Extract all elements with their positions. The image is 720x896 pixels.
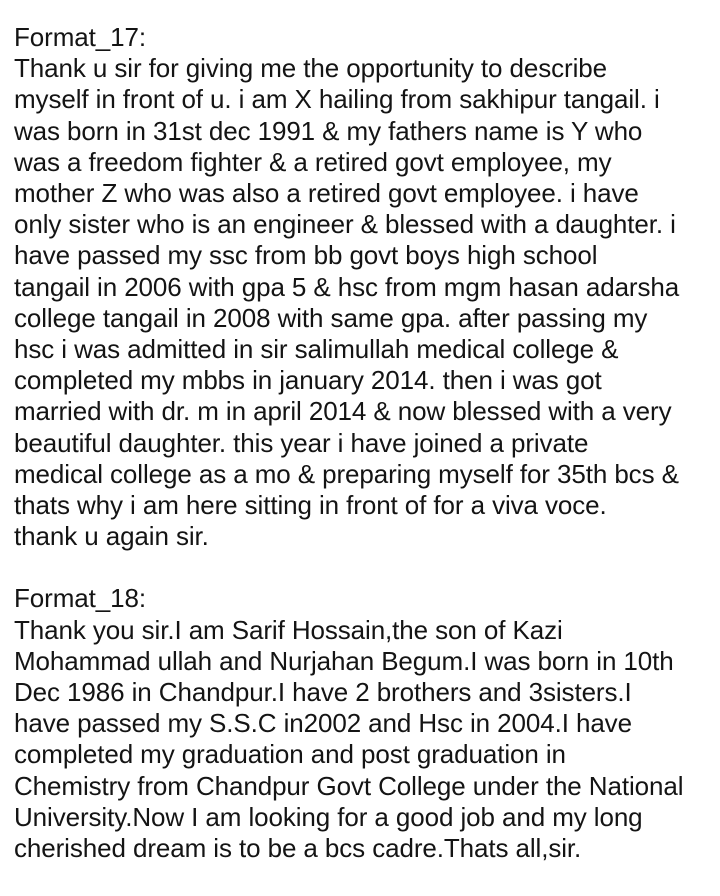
text-line: mother Z who was also a retired govt employee. i have: [14, 178, 639, 209]
text-line: completed my graduation and post graduation in: [14, 739, 566, 770]
text-line: only sister who is an engineer & blessed with a daughter. i: [14, 209, 676, 240]
text-line: Thank u sir for giving me the opportunity to describe: [14, 53, 608, 84]
text-line: Thank you sir.I am Sarif Hossain,the son of Kazi: [14, 614, 563, 645]
text-line: thats why i am here sitting in front of for a viva voce.: [14, 490, 607, 521]
text-line: have passed my ssc from bb govt boys high school: [14, 240, 598, 271]
text-line: myself in front of u. i am X hailing from sakhipur tangail. i: [14, 84, 660, 115]
format-18-heading: Format_18:: [14, 583, 146, 614]
text-line: was born in 31st dec 1991 & my fathers name is Y who: [14, 115, 643, 146]
text-line: completed my mbbs in january 2014. then i was got: [14, 365, 602, 396]
format-17-heading: Format_17:: [14, 22, 146, 52]
text-line: beautiful daughter. this year i have joined a private: [14, 427, 589, 458]
text-line: Chemistry from Chandpur Govt College under the National: [14, 770, 684, 801]
text-line: medical college as a mo & preparing myself for 35th bcs &: [14, 458, 679, 489]
text-line: have passed my S.S.C in2002 and Hsc in 2004.I have: [14, 708, 632, 739]
format-18-section: [14, 583, 714, 864]
text-line: Dec 1986 in Chandpur.I have 2 brothers and 3sisters.I: [14, 677, 632, 708]
format-17-section: [14, 22, 714, 552]
text-line: University.Now I am looking for a good job and my long: [14, 801, 643, 832]
document-body: [14, 22, 714, 864]
text-line: Mohammad ullah and Nurjahan Begum.I was born in 10th: [14, 645, 674, 676]
text-line: college tangail in 2008 with same gpa. after passing my: [14, 302, 648, 333]
text-line: married with dr. m in april 2014 & now blessed with a very: [14, 396, 672, 427]
text-line: hsc i was admitted in sir salimullah medical college &: [14, 334, 619, 365]
text-line: was a freedom fighter & a retired govt employee, my: [14, 146, 612, 177]
text-line: tangail in 2006 with gpa 5 & hsc from mgm hasan adarsha: [14, 271, 680, 302]
text-line: cherished dream is to be a bcs cadre.Thats all,sir.: [14, 833, 582, 864]
text-line: thank u again sir.: [14, 521, 209, 552]
